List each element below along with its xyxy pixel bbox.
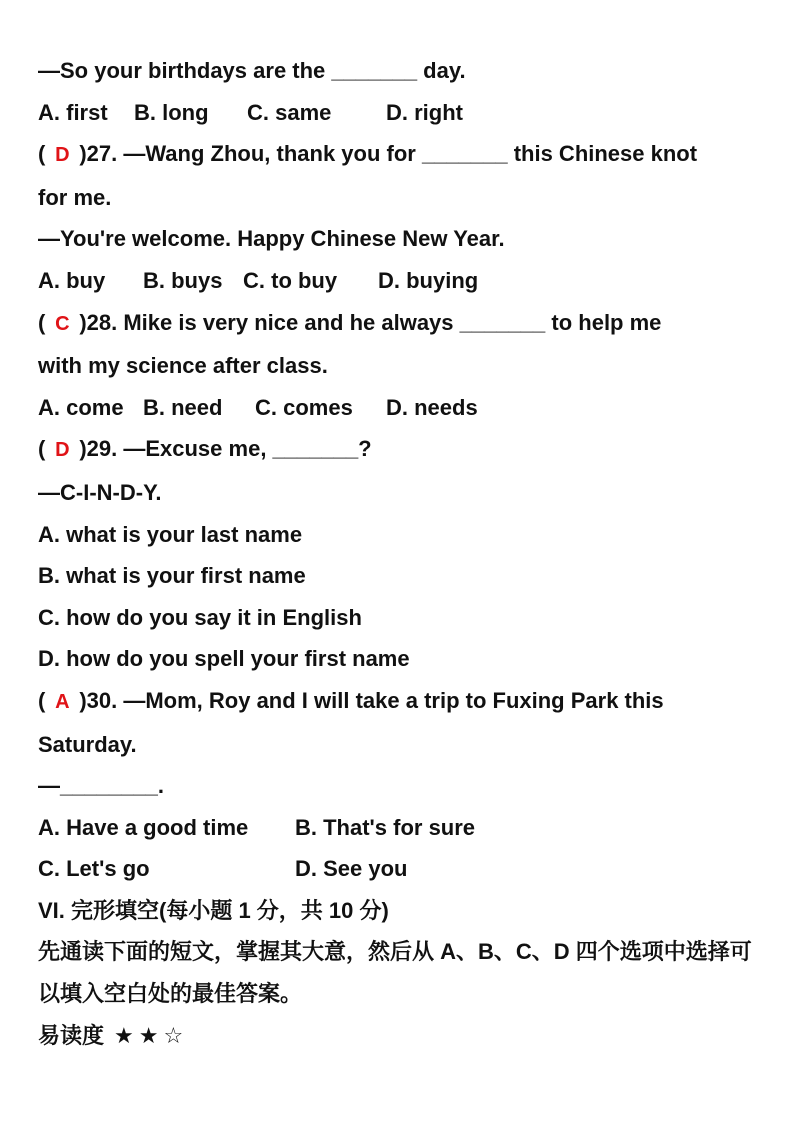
q27-option-a: A. buy xyxy=(38,267,106,293)
q30-stem-line xyxy=(38,680,775,724)
q27-options-row xyxy=(38,260,775,302)
readability-label: 易读度 xyxy=(38,1022,105,1048)
q29-paren-open: ( xyxy=(38,436,46,462)
q30-option-a: A. Have a good time xyxy=(38,814,249,840)
q29-stem-line xyxy=(38,428,775,472)
q28-answer-letter: C xyxy=(55,312,70,335)
q30-stem-text: )30. —Mom, Roy and I will take a trip to Fuxing Park this xyxy=(79,687,664,713)
q28-option-b: B. need xyxy=(143,394,223,420)
q29-option-c: C. how do you say it in English xyxy=(38,604,362,630)
q29-reply-line: —C-I-N-D-Y. xyxy=(38,479,162,505)
q28-stem-continuation: with my science after class. xyxy=(38,353,328,379)
section-vi-heading: VI. 完形填空(每小题 1 分，共 10 分) xyxy=(38,897,389,923)
q28-option-d: D. needs xyxy=(386,394,478,420)
q28-paren-open: ( xyxy=(38,309,46,335)
q26-option-a: A. first xyxy=(38,99,108,125)
q30-stem-continuation: Saturday. xyxy=(38,731,137,757)
q27-stem-line xyxy=(38,133,775,177)
q27-paren-open: ( xyxy=(38,141,46,167)
q27-option-b: B. buys xyxy=(143,267,223,293)
q30-option-d: D. See you xyxy=(295,856,408,882)
q30-paren-open: ( xyxy=(38,687,46,713)
q28-stem-text: )28. Mike is very nice and he always _______ to help me xyxy=(79,309,662,335)
q29-answer-letter: D xyxy=(55,439,70,462)
readability-line xyxy=(38,1015,775,1057)
q29-option-b: B. what is your first name xyxy=(38,563,306,589)
q30-option-b: B. That's for sure xyxy=(295,814,476,840)
q29-option-d: D. how do you spell your first name xyxy=(38,646,410,672)
q28-option-c: C. comes xyxy=(255,394,353,420)
q26-reply-line: —So your birthdays are the _______ day. xyxy=(38,58,466,83)
section-vi-instructions-line-1: 先通读下面的短文，掌握其大意，然后从 A、B、C、D 四个选项中选择可 xyxy=(38,939,752,965)
q27-option-c: C. to buy xyxy=(243,267,338,293)
q30-reply-line: —________. xyxy=(38,773,164,799)
q28-option-a: A. come xyxy=(38,394,124,420)
q26-option-c: C. same xyxy=(247,99,332,125)
q30-answer-letter: A xyxy=(55,690,70,713)
q27-reply-line: —You're welcome. Happy Chinese New Year. xyxy=(38,226,505,252)
q27-stem-continuation: for me. xyxy=(38,184,112,210)
q29-stem-text: )29. —Excuse me, _______? xyxy=(79,436,372,462)
readability-stars-icon: ★★☆ xyxy=(114,1022,189,1048)
q28-stem-line xyxy=(38,302,775,346)
q26-option-b: B. long xyxy=(134,99,209,125)
q27-answer-letter: D xyxy=(55,144,70,167)
q26-options-row xyxy=(38,92,775,134)
q28-options-row xyxy=(38,387,775,429)
q26-option-d: D. right xyxy=(386,99,463,125)
q29-option-a: A. what is your last name xyxy=(38,521,303,547)
q30-option-c: C. Let's go xyxy=(38,856,150,882)
section-vi-instructions-line-2: 以填入空白处的最佳答案。 xyxy=(38,981,303,1007)
q30-options-row-1 xyxy=(38,807,775,849)
q27-stem-text: )27. —Wang Zhou, thank you for _______ this Chinese knot xyxy=(79,141,698,167)
q27-option-d: D. buying xyxy=(378,267,479,293)
q30-options-row-2 xyxy=(38,848,775,890)
